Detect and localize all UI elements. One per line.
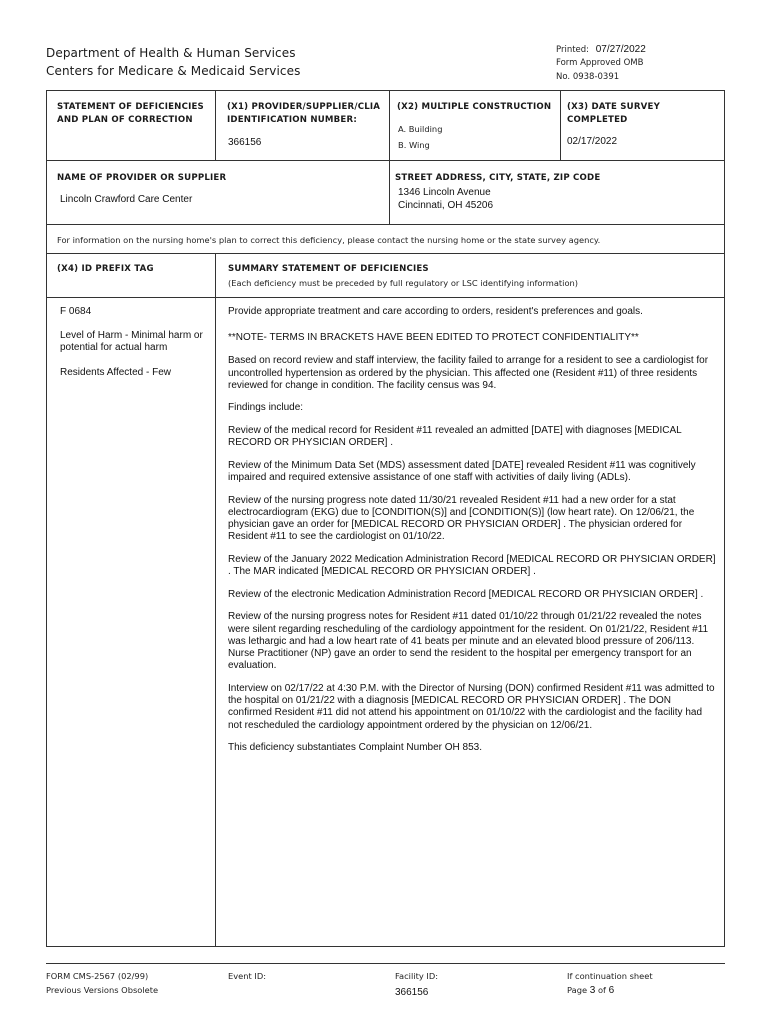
summary-statement-header: SUMMARY STATEMENT OF DEFICIENCIES <box>228 264 429 274</box>
x1-value: 366156 <box>228 137 262 148</box>
narrative-paragraph: Based on record review and staff interview, the facility failed to arrange for a resident to see a cardiologist for uncontrolled hypertension as ordered by the physician. This affected one (Resident #11) of three residents reviewed for change in condition. The facility census was 94. <box>228 355 709 391</box>
narrative-paragraph: Review of the January 2022 Medication Administration Record [MEDICAL RECORD OR PHYSICIAN ORDER] . The MAR indicated [MEDICAL RECORD OR PHYSICIAN ORDER] . <box>228 553 716 578</box>
residents-affected: Residents Affected - Few <box>60 367 171 378</box>
street-address-label: STREET ADDRESS, CITY, STATE, ZIP CODE <box>395 173 601 183</box>
form-number: FORM CMS-2567 (02/99) <box>46 971 149 981</box>
narrative-paragraph: Review of the medical record for Resident #11 revealed an admitted [DATE] with diagnoses [MEDICAL RECORD OR PHYSICIAN ORDER] . <box>228 424 682 448</box>
contact-info-line: For information on the nursing home's plan to correct this deficiency, please contact the nursing home or the state survey agency. <box>57 235 601 245</box>
summary-statement-subheader: (Each deficiency must be preceded by full regulatory or LSC identifying information) <box>228 278 579 288</box>
x1-label: (X1) PROVIDER/SUPPLIER/CLIA IDENTIFICATION NUMBER: <box>227 102 381 125</box>
printed-label: Printed: <box>556 45 590 55</box>
divider <box>389 160 390 224</box>
provider-name-value: Lincoln Crawford Care Center <box>60 194 193 205</box>
divider <box>46 253 725 254</box>
provider-name-label: NAME OF PROVIDER OR SUPPLIER <box>57 173 227 183</box>
divider <box>46 160 725 161</box>
narrative-paragraph: Review of the Minimum Data Set (MDS) assessment dated [DATE] revealed Resident #11 was cognitively impaired and required extensive assistance of one staff with activities of daily living (ADLs). <box>228 459 696 483</box>
id-prefix-tag-header: (X4) ID PREFIX TAG <box>57 264 154 274</box>
page-label: Page <box>567 985 588 995</box>
deficiency-tag: F 0684 <box>60 306 92 317</box>
divider <box>46 297 725 298</box>
page-total: 6 <box>608 985 615 996</box>
column-divider <box>215 253 216 947</box>
divider <box>46 224 725 225</box>
x2-label: (X2) MULTIPLE CONSTRUCTION <box>397 102 552 112</box>
previous-versions-note: Previous Versions Obsolete <box>46 985 159 995</box>
printed-date: 07/27/2022 <box>595 44 646 55</box>
narrative-paragraph: Review of the nursing progress notes for Resident #11 dated 01/10/22 through 01/21/22 revealed the notes were silent regarding rescheduling of the cardiology appointment for the resident. On 01/21/22, Resident #11 was lethargic and had a low heart rate of 41 beats per minute and an elevated blood pressure of 206/113. Nurse Practitioner (NP) gave an order to send the resident to the hospital per emergency transport for an evaluation. <box>228 611 709 672</box>
footer-divider <box>46 963 725 964</box>
event-id-label: Event ID: <box>228 971 267 981</box>
narrative-paragraph: Review of the nursing progress note dated 11/30/21 revealed Resident #11 had a new order for a stat electrocardiogram (EKG) due to [CONDITION(S)] and [CONDITION(S)] (low heart rate). On 12/06/21, the physician gave an order for [MEDICAL RECORD OR PHYSICIAN ORDER] . The physician ordered for Resident #11 to see the cardiologist on 01/10/22. <box>228 494 695 543</box>
form-approved: Form Approved OMB <box>556 58 644 68</box>
level-of-harm: Level of Harm - Minimal harm or potential for actual harm <box>60 330 203 354</box>
continuation-note: If continuation sheet <box>567 971 653 981</box>
facility-id-value: 366156 <box>395 987 429 998</box>
omb-number: No. 0938-0391 <box>556 72 620 82</box>
narrative-paragraph: Interview on 02/17/22 at 4:30 P.M. with the Director of Nursing (DON) confirmed Resident #11 was admitted to the hospital on 01/21/22 with a diagnosis [MEDICAL RECORD OR PHYSICIAN ORDER] . The DON confirmed Resident #11 did not attend his appointment on 01/10/22 with the cardiologist and the facility had not rescheduled the cardiology appointment ordered by the physician on 12/06/21. <box>228 682 715 731</box>
narrative-paragraph: Provide appropriate treatment and care according to orders, resident's preferences and goals. <box>228 306 643 317</box>
divider <box>560 90 561 160</box>
narrative-paragraph: Review of the electronic Medication Administration Record [MEDICAL RECORD OR PHYSICIAN ORDER] . <box>228 588 704 600</box>
narrative-paragraph: Findings include: <box>228 402 304 414</box>
narrative-paragraph: This deficiency substantiates Complaint Number OH 853. <box>228 742 483 754</box>
department-title: Department of Health & Human Services <box>46 46 296 60</box>
x3-label: (X3) DATE SURVEY COMPLETED <box>567 102 661 125</box>
page-number: 3 <box>589 985 596 996</box>
x2-wing: B. Wing <box>398 140 430 150</box>
divider <box>389 90 390 160</box>
confidentiality-note: **NOTE- TERMS IN BRACKETS HAVE BEEN EDITED TO PROTECT CONFIDENTIALITY** <box>228 332 639 344</box>
printed-line <box>556 44 646 55</box>
centers-title: Centers for Medicare & Medicaid Services <box>46 64 301 78</box>
divider <box>215 90 216 160</box>
x3-value: 02/17/2022 <box>567 136 618 147</box>
page-indicator <box>567 985 614 996</box>
address-line-1: 1346 Lincoln Avenue <box>398 187 491 198</box>
statement-of-deficiencies-label: STATEMENT OF DEFICIENCIES AND PLAN OF CORRECTION <box>57 102 204 125</box>
facility-id-label: Facility ID: <box>395 971 439 981</box>
deficiency-narrative <box>228 306 716 765</box>
of-label: of <box>597 985 606 995</box>
address-line-2: Cincinnati, OH 45206 <box>398 200 494 211</box>
x2-building: A. Building <box>398 124 443 134</box>
